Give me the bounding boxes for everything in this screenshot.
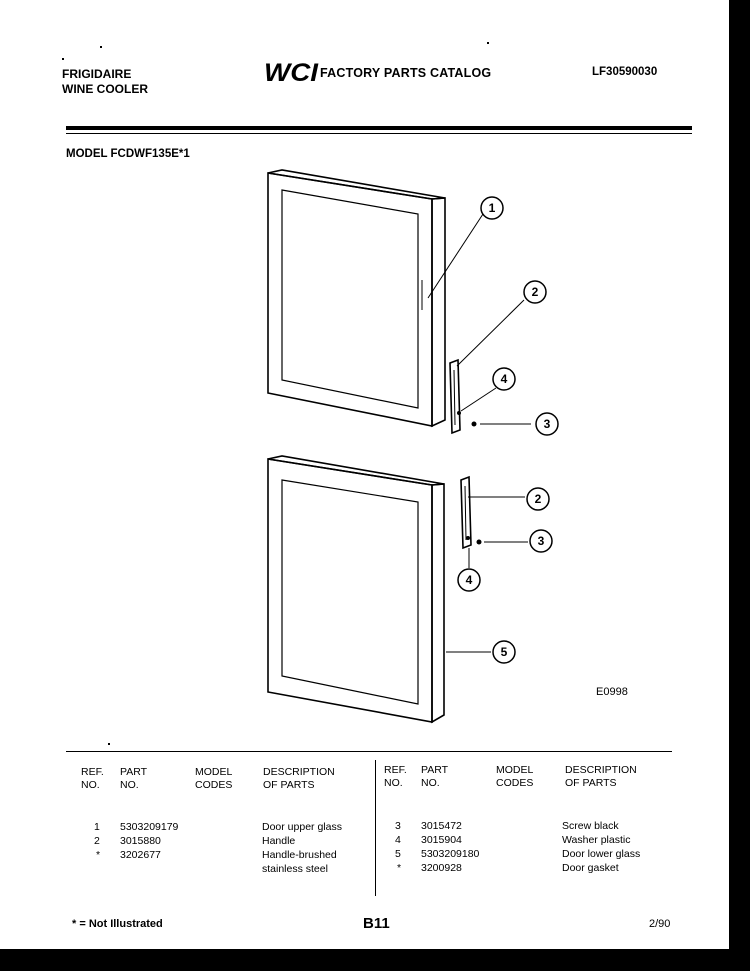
part-no: 3202677 [120, 849, 161, 861]
callout-5 [493, 641, 515, 663]
brand-line-2: WINE COOLER [62, 82, 148, 96]
svg-text:3: 3 [537, 534, 545, 548]
catalog-title: FACTORY PARTS CATALOG [320, 66, 492, 80]
header-ref-no-right: REF. NO. [384, 764, 407, 789]
svg-text:2: 2 [531, 285, 539, 299]
part-description: Door upper glass [262, 821, 342, 833]
revision-date: 2/90 [649, 918, 671, 930]
page-number: B11 [363, 915, 390, 932]
callout-2b [527, 488, 549, 510]
upper-door [268, 170, 445, 426]
part-description: stainless steel [262, 863, 328, 875]
drawing-code: E0998 [596, 686, 628, 698]
svg-text:1: 1 [488, 201, 496, 215]
part-description: Washer plastic [562, 834, 631, 846]
table-divider [375, 760, 376, 896]
callout-1 [481, 197, 503, 219]
part-no: 5303209180 [421, 848, 480, 860]
ref-no: 1 [94, 821, 100, 833]
svg-text:2: 2 [534, 492, 542, 506]
ref-no: 5 [395, 848, 401, 860]
part-no: 3200928 [421, 862, 462, 874]
part-no: 5303209179 [120, 821, 179, 833]
part-no: 3015880 [120, 835, 161, 847]
svg-text:WCI: WCI [264, 59, 320, 86]
callout-4b [458, 569, 480, 591]
header-description: DESCRIPTION OF PARTS [263, 766, 335, 791]
header-part-no: PART NO. [120, 766, 148, 791]
svg-text:3: 3 [543, 417, 551, 431]
svg-text:5: 5 [500, 645, 508, 659]
upper-handle [450, 360, 460, 433]
callout-3b [530, 530, 552, 552]
header-ref-no: REF. NO. [81, 766, 104, 791]
callout-2 [524, 281, 546, 303]
ref-no: 2 [94, 835, 100, 847]
header-part-no-right: PART NO. [421, 764, 449, 789]
ref-no: * [96, 849, 101, 861]
part-no: 3015472 [421, 820, 462, 832]
callout-3 [536, 413, 558, 435]
lower-door [268, 456, 444, 722]
ref-no: 3 [395, 820, 401, 832]
header-model-codes: MODEL CODES [195, 766, 233, 791]
catalog-number: LF30590030 [592, 66, 658, 78]
table-rule [66, 751, 672, 752]
part-description: Handle-brushed [262, 849, 337, 861]
ref-no: * [397, 862, 402, 874]
part-no: 3015904 [421, 834, 462, 846]
header-model-codes-right: MODEL CODES [496, 764, 534, 789]
not-illustrated-note: * = Not Illustrated [72, 918, 163, 930]
speck [108, 743, 110, 745]
part-description: Door gasket [562, 862, 619, 874]
brand-line-1: FRIGIDAIRE [62, 67, 132, 81]
model-label: MODEL FCDWF135E*1 [66, 148, 190, 160]
callout-4 [493, 368, 515, 390]
part-description: Handle [262, 835, 296, 847]
header-description-right: DESCRIPTION OF PARTS [565, 764, 637, 789]
ref-no: 4 [395, 834, 401, 846]
svg-text:4: 4 [500, 372, 508, 386]
svg-text:4: 4 [465, 573, 473, 587]
part-description: Door lower glass [562, 848, 641, 860]
part-description: Screw black [562, 820, 619, 832]
